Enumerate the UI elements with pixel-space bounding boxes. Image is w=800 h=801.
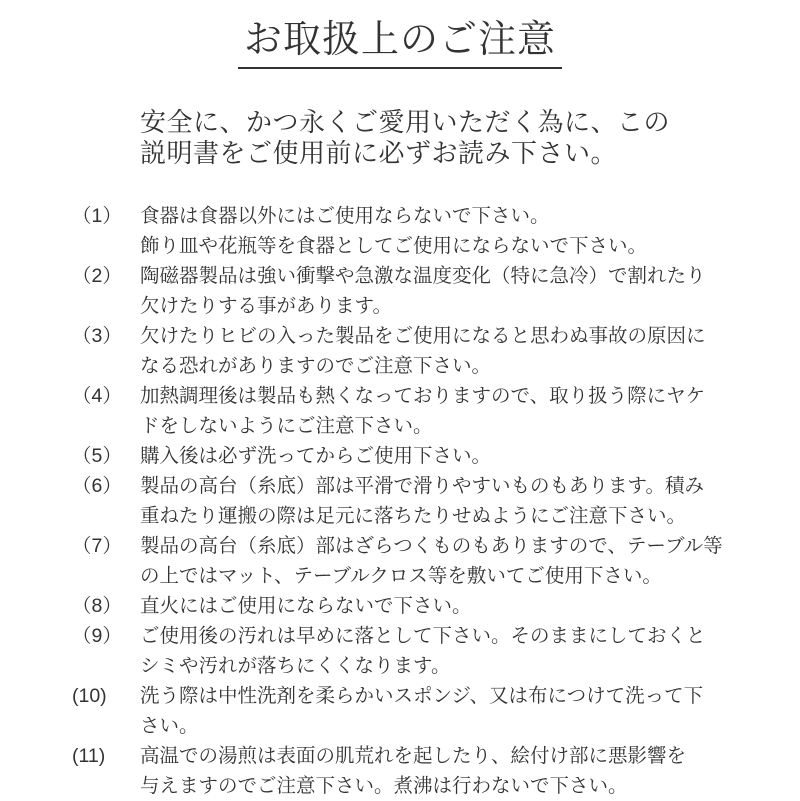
list-item-text [140, 741, 720, 801]
list-item-text-line: シミや汚れが落ちにくくなります。 [140, 655, 451, 677]
list-item [72, 321, 800, 381]
list-item [72, 681, 800, 741]
list-item-text [140, 381, 720, 441]
list-item [72, 471, 800, 531]
list-item-text-line: ドをしないようにご注意下さい。 [140, 415, 433, 437]
list-item [72, 441, 800, 471]
list-item-text-line: 高温での湯煎は表面の肌荒れを起したり、絵付け部に悪影響を [140, 745, 687, 767]
list-item-text-line: 欠けたりする事があります。 [140, 295, 392, 317]
list-item-text-line: 直火にはご使用にならないで下さい。 [140, 595, 472, 617]
list-item-text [140, 681, 720, 741]
list-item-text [140, 621, 720, 681]
list-item-text [140, 471, 720, 531]
list-item-text-line: 陶磁器製品は強い衝撃や急激な温度変化（特に急冷）で割れたり [140, 265, 706, 287]
list-item-text-line: 与えますのでご注意下さい。煮沸は行わないで下さい。 [140, 775, 628, 797]
list-item-number: (10) [72, 685, 107, 707]
intro-line-1: 安全に、かつ永くご愛用いただく為に、この [140, 107, 671, 137]
list-item [72, 531, 800, 591]
list-item-number: （6） [72, 475, 122, 497]
list-item [72, 591, 800, 621]
list-item-text-line: 重ねたり運搬の際は足元に落ちたりせぬようにご注意下さい。 [140, 505, 687, 527]
list-item [72, 741, 800, 801]
intro-text [140, 107, 800, 169]
list-item-number: （2） [72, 265, 122, 287]
list-item [72, 621, 800, 681]
list-item-number: （5） [72, 445, 122, 467]
list-item [72, 261, 800, 321]
list-item-text-line: 欠けたりヒビの入った製品をご使用になると思わぬ事故の原因に [140, 325, 706, 347]
notes-list [72, 201, 800, 801]
list-item-text [140, 201, 720, 261]
list-item-number: （9） [72, 625, 122, 647]
list-item-text-line: 加熱調理後は製品も熱くなっておりますので、取り扱う際にヤケ [140, 385, 706, 407]
list-item-text [140, 531, 723, 591]
list-item [72, 381, 800, 441]
list-item-text [140, 261, 720, 321]
list-item-number: （4） [72, 385, 122, 407]
list-item-text-line: ご使用後の汚れは早めに落として下さい。そのままにしておくと [140, 625, 706, 647]
list-item-text-line: 製品の高台（糸底）部はざらつくものもありますので、テーブル等 [140, 535, 723, 557]
list-item-number: （3） [72, 325, 122, 347]
list-item-number: (11) [72, 745, 106, 767]
list-item [72, 201, 800, 261]
intro-line-2: 説明書をご使用前に必ずお読み下さい。 [140, 138, 618, 168]
list-item-text-line: 製品の高台（糸底）部は平滑で滑りやすいものもあります。積み [140, 475, 704, 497]
list-item-text [140, 441, 720, 471]
list-item-text [140, 321, 720, 381]
list-item-number: （7） [72, 535, 122, 557]
list-item-number: （1） [72, 205, 122, 227]
list-item-text-line: 飾り皿や花瓶等を食器としてご使用にならないで下さい。 [140, 235, 648, 257]
title-container [0, 0, 800, 69]
page-title: お取扱上のご注意 [238, 20, 562, 69]
list-item-number: （8） [72, 595, 122, 617]
list-item-text-line: 食器は食器以外にはご使用ならないで下さい。 [140, 205, 550, 227]
list-item-text-line: なる恐れがありますのでご注意下さい。 [140, 355, 492, 377]
list-item-text-line: 洗う際は中性洗剤を柔らかいスポンジ、又は布につけて洗って下 [140, 685, 704, 707]
list-item-text-line: さい。 [140, 715, 199, 737]
list-item-text-line: 購入後は必ず洗ってからご使用下さい。 [140, 445, 492, 467]
list-item-text [140, 591, 720, 621]
list-item-text-line: の上ではマット、テーブルクロス等を敷いてご使用下さい。 [140, 565, 662, 587]
